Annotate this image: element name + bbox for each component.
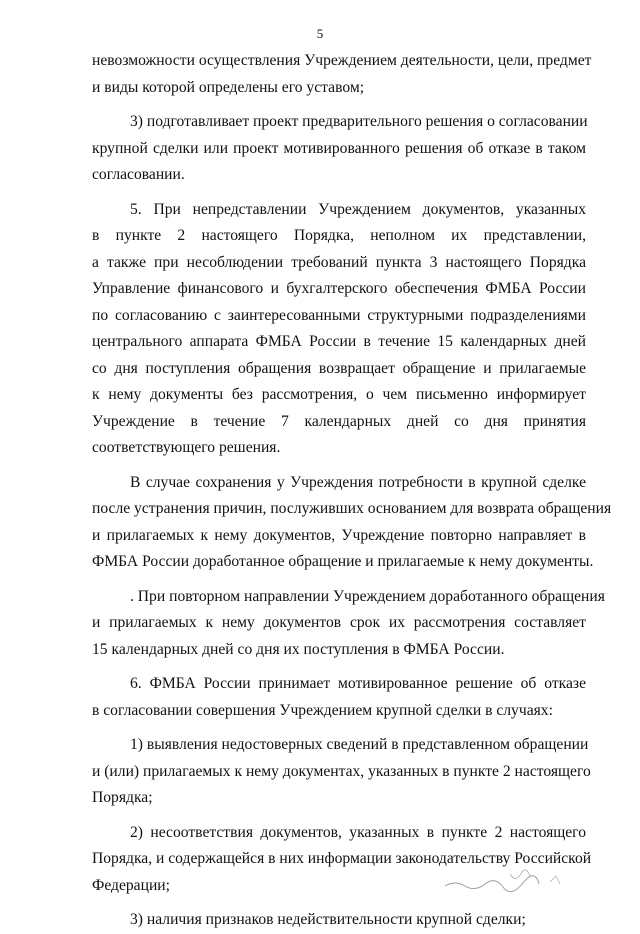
text-line: невозможности осуществления Учреждением деятельности, цели, предмет [92,52,592,69]
paragraph-clause-6 [92,671,586,724]
text-line: со дня поступления обращения возвращает обращение и прилагаемые [92,359,586,377]
text-line: 3) наличия признаков недействительности крупной сделки; [130,911,526,928]
text-line: а также при несоблюдении требований пункта 3 настоящего Порядка [92,253,586,271]
text-line: и прилагаемых к нему документов срок их рассмотрения составляет [92,614,586,631]
text-line: после устранения причин, послуживших основанием для возврата обращения [92,500,612,517]
text-line: центрального аппарата ФМБА России в течение 15 календарных дней [92,333,586,350]
paragraph-item-3 [92,109,586,189]
text-line: к нему документы без рассмотрения, о чем письменно информирует [92,386,586,403]
text-line: крупной сделки или проект мотивированного решения об отказе в таком [92,139,586,157]
paragraph-resubmission [92,470,612,576]
document-body [92,48,612,934]
text-line: Федерации; [92,876,170,894]
paragraph-reason-1 [92,732,591,812]
text-line: в согласовании совершения Учреждением крупной сделки в случаях: [92,701,553,719]
paragraph-reason-3 [92,907,586,934]
signature-mark [440,866,590,894]
text-line: ФМБА России доработанное обращение и прилагаемые к нему документы. [92,553,594,570]
text-line: и виды которой определены его уставом; [92,78,365,96]
text-line: и (или) прилагаемых к нему документах, указанных в пункте 2 настоящего [92,762,591,780]
text-line: В случае сохранения у Учреждения потребности в крупной сделке [130,473,586,491]
text-line: Управление финансового и бухгалтерского обеспечения ФМБА России [92,280,586,297]
text-line: Порядка; [92,789,153,806]
text-line: и прилагаемых к нему документов, Учреждение повторно направляет в [92,526,586,544]
text-line: Порядка, и содержащейся в них информации законодательству Российской [92,850,592,867]
text-line: в пункте 2 настоящего Порядка, неполном их представлении, [92,227,586,244]
paragraph-clause-5 [92,197,586,462]
text-line: Учреждение в течение 7 календарных дней со дня принятия [92,412,586,430]
paragraph-continuation [92,48,592,101]
text-line: 5. При непредставлении Учреждением документов, указанных [130,200,586,218]
text-line: согласовании. [92,166,185,183]
paragraph-review-term [92,584,605,664]
text-line: 3) подготавливает проект предварительного решения о согласовании [130,113,588,130]
text-line: 1) выявления недостоверных сведений в представленном обращении [130,736,589,753]
text-line: 15 календарных дней со дня их поступления в ФМБА России. [92,640,505,658]
text-line: 2) несоответствия документов, указанных в пункте 2 настоящего [130,823,586,841]
text-line: по согласованию с заинтересованными структурными подразделениями [92,306,586,324]
text-line: соответствующего решения. [92,439,281,456]
page-number: 5 [316,26,324,41]
text-line: . При повторном направлении Учреждением доработанного обращения [130,587,605,605]
text-line: 6. ФМБА России принимает мотивированное решение об отказе [130,675,586,692]
